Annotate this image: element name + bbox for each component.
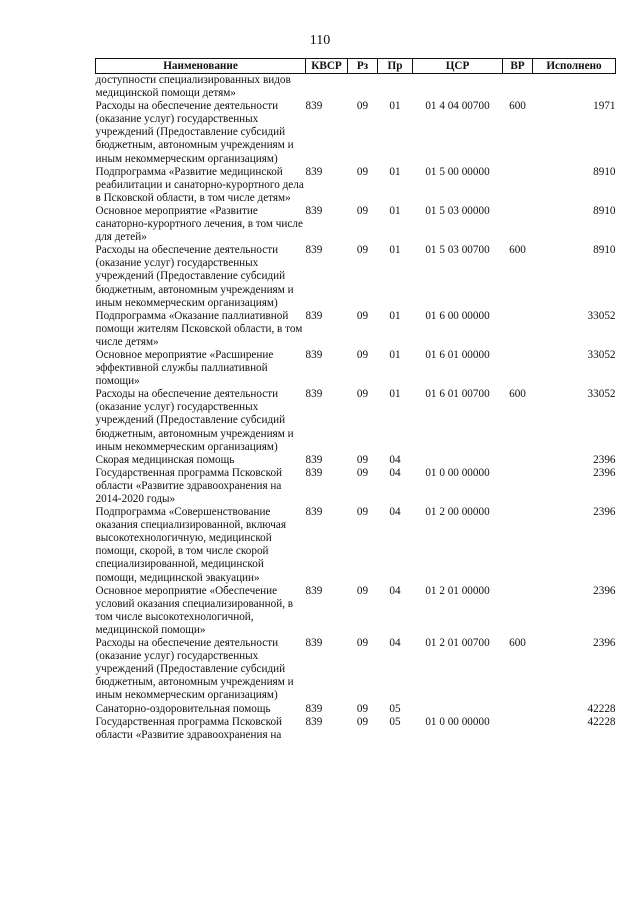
cell-rz xyxy=(348,74,378,101)
cell-rz: 09 xyxy=(356,204,369,217)
cell-vr xyxy=(503,703,533,716)
cell-rz: 09 xyxy=(356,715,369,728)
page-number: 110 xyxy=(309,33,331,48)
cell-kvsr: 839 xyxy=(305,584,323,597)
column-header-name: Наименование xyxy=(96,59,306,74)
cell-name: доступности специализированных видов медицинской помощи детям» xyxy=(95,74,291,100)
cell-vr: 600 xyxy=(509,100,526,113)
cell-name: Скорая медицинская помощь xyxy=(95,453,235,466)
table-row xyxy=(96,388,616,453)
cell-name: Расходы на обеспечение деятельности (оказание услуг) государственных учреждений (Предоставление субсидий бюджетным, автономным учреждениям и иным некоммерческим организациям) xyxy=(95,244,294,309)
cell-pr: 01 xyxy=(389,244,401,257)
cell-pr: 01 xyxy=(389,204,401,217)
cell-name: Основное мероприятие «Обеспечение условий оказания специализированной, в том числе высокотехнологичной, медицинской помощи» xyxy=(95,584,294,636)
cell-executed xyxy=(533,74,616,101)
cell-csr xyxy=(413,703,503,716)
table-header xyxy=(96,59,616,74)
cell-name: Расходы на обеспечение деятельности (оказание услуг) государственных учреждений (Предоставление субсидий бюджетным, автономным учреждениям и иным некоммерческим организациям) xyxy=(95,637,294,702)
table-row xyxy=(96,349,616,388)
cell-kvsr: 839 xyxy=(305,453,323,466)
cell-executed: 33052 xyxy=(587,309,616,322)
table-row xyxy=(96,454,616,467)
cell-rz: 09 xyxy=(356,637,369,650)
cell-name: Санаторно-оздоровительная помощь xyxy=(95,702,271,715)
cell-executed: 42228 xyxy=(587,702,616,715)
cell-vr: 600 xyxy=(509,637,526,650)
column-header-kvsr: КВСР xyxy=(306,59,348,74)
cell-executed: 2396 xyxy=(593,453,616,466)
cell-pr: 05 xyxy=(389,702,401,715)
cell-kvsr: 839 xyxy=(305,637,323,650)
cell-kvsr: 839 xyxy=(305,715,323,728)
cell-kvsr: 839 xyxy=(305,204,323,217)
cell-csr: 01 4 04 00700 xyxy=(425,100,490,113)
cell-executed: 42228 xyxy=(587,715,616,728)
cell-vr xyxy=(503,716,533,742)
cell-name: Основное мероприятие «Развитие санаторно-курортного лечения, в том числе для детей» xyxy=(95,204,303,244)
table-row xyxy=(96,205,616,244)
cell-vr xyxy=(503,205,533,244)
cell-rz: 09 xyxy=(356,466,369,479)
cell-rz: 09 xyxy=(356,100,369,113)
cell-rz: 09 xyxy=(356,388,369,401)
cell-rz: 09 xyxy=(356,348,369,361)
cell-executed: 2396 xyxy=(593,466,616,479)
table-row xyxy=(96,74,616,101)
cell-pr: 01 xyxy=(389,388,401,401)
cell-rz: 09 xyxy=(356,584,369,597)
cell-vr xyxy=(503,454,533,467)
cell-executed: 2396 xyxy=(593,584,616,597)
column-header-csr: ЦСР xyxy=(413,59,503,74)
cell-kvsr: 839 xyxy=(305,388,323,401)
budget-table xyxy=(95,58,616,742)
cell-name: Расходы на обеспечение деятельности (оказание услуг) государственных учреждений (Предоставление субсидий бюджетным, автономным учреждениям и иным некоммерческим организациям) xyxy=(95,100,294,165)
cell-name: Расходы на обеспечение деятельности (оказание услуг) государственных учреждений (Предоставление субсидий бюджетным, автономным учреждениям и иным некоммерческим организациям) xyxy=(95,388,294,453)
table-body xyxy=(96,74,616,742)
table-row xyxy=(96,310,616,349)
cell-pr: 01 xyxy=(389,100,401,113)
cell-kvsr: 839 xyxy=(305,100,323,113)
cell-vr xyxy=(503,585,533,637)
cell-name: Государственная программа Псковской области «Развитие здравоохранения на xyxy=(95,715,283,741)
cell-csr: 01 0 00 00000 xyxy=(425,715,490,728)
cell-csr: 01 0 00 00000 xyxy=(425,466,490,479)
cell-csr xyxy=(413,74,503,101)
cell-executed: 33052 xyxy=(587,388,616,401)
table-header-row xyxy=(96,59,616,74)
cell-name: Подпрограмма «Развитие медицинской реабилитации и санаторно-курортного дела в Псковской области, в том числе детям» xyxy=(95,165,304,204)
cell-executed: 8910 xyxy=(593,204,616,217)
cell-executed: 2396 xyxy=(593,637,616,650)
cell-csr: 01 5 03 00000 xyxy=(425,204,490,217)
cell-csr: 01 6 00 00000 xyxy=(425,309,490,322)
cell-pr: 05 xyxy=(389,715,401,728)
table-row xyxy=(96,244,616,309)
cell-executed: 1971 xyxy=(593,100,616,113)
cell-vr: 600 xyxy=(509,244,526,257)
column-header-pr: Пр xyxy=(378,59,413,74)
table-row xyxy=(96,166,616,205)
cell-rz: 09 xyxy=(356,702,369,715)
cell-csr: 01 2 01 00700 xyxy=(425,637,490,650)
cell-csr: 01 2 01 00000 xyxy=(425,584,490,597)
cell-rz: 09 xyxy=(356,453,369,466)
table-row xyxy=(96,506,616,585)
table-row xyxy=(96,585,616,637)
table-row xyxy=(96,467,616,506)
cell-kvsr: 839 xyxy=(305,309,323,322)
cell-pr xyxy=(378,74,413,101)
cell-pr: 04 xyxy=(389,637,401,650)
cell-pr: 01 xyxy=(389,309,401,322)
cell-pr: 01 xyxy=(389,348,401,361)
cell-rz: 09 xyxy=(356,506,369,519)
cell-csr: 01 6 01 00700 xyxy=(425,388,490,401)
cell-vr xyxy=(503,349,533,388)
cell-executed: 8910 xyxy=(593,244,616,257)
cell-pr: 01 xyxy=(389,165,401,178)
cell-vr xyxy=(503,74,533,101)
cell-kvsr: 839 xyxy=(305,702,323,715)
cell-vr xyxy=(503,166,533,205)
cell-rz: 09 xyxy=(356,165,369,178)
cell-pr: 04 xyxy=(389,506,401,519)
cell-rz: 09 xyxy=(356,309,369,322)
cell-kvsr xyxy=(306,74,348,101)
cell-name: Государственная программа Псковской области «Развитие здравоохранения на 2014-2020 годы» xyxy=(95,466,283,505)
cell-csr: 01 5 00 00000 xyxy=(425,165,490,178)
cell-rz: 09 xyxy=(356,244,369,257)
cell-vr xyxy=(503,310,533,349)
column-header-rz: Рз xyxy=(348,59,378,74)
column-header-executed: Исполнено xyxy=(533,59,616,74)
cell-csr: 01 6 01 00000 xyxy=(425,348,490,361)
cell-executed: 2396 xyxy=(593,506,616,519)
cell-executed: 8910 xyxy=(593,165,616,178)
cell-vr xyxy=(503,467,533,506)
cell-kvsr: 839 xyxy=(305,165,323,178)
cell-name: Подпрограмма «Совершенствование оказания специализированной, включая высокотехнологичную, медицинской помощи, скорой, в том числе скорой специализированной, медицинской помощи, медицинской эвакуации» xyxy=(95,506,286,584)
cell-pr: 04 xyxy=(389,466,401,479)
table-row xyxy=(96,100,616,165)
cell-csr: 01 5 03 00700 xyxy=(425,244,490,257)
cell-pr: 04 xyxy=(389,453,401,466)
cell-kvsr: 839 xyxy=(305,506,323,519)
cell-name: Подпрограмма «Оказание паллиативной помощи жителям Псковской области, в том числе детям» xyxy=(95,309,303,348)
table-row xyxy=(96,716,616,742)
cell-kvsr: 839 xyxy=(305,244,323,257)
cell-csr xyxy=(413,454,503,467)
cell-pr: 04 xyxy=(389,584,401,597)
table-row xyxy=(96,637,616,702)
cell-vr xyxy=(503,506,533,585)
cell-kvsr: 839 xyxy=(305,348,323,361)
cell-kvsr: 839 xyxy=(305,466,323,479)
column-header-vr: ВР xyxy=(503,59,533,74)
cell-csr: 01 2 00 00000 xyxy=(425,506,490,519)
cell-name: Основное мероприятие «Расширение эффективной службы паллиативной помощи» xyxy=(95,348,274,388)
cell-vr: 600 xyxy=(509,388,526,401)
table-row xyxy=(96,703,616,716)
cell-executed: 33052 xyxy=(587,348,616,361)
